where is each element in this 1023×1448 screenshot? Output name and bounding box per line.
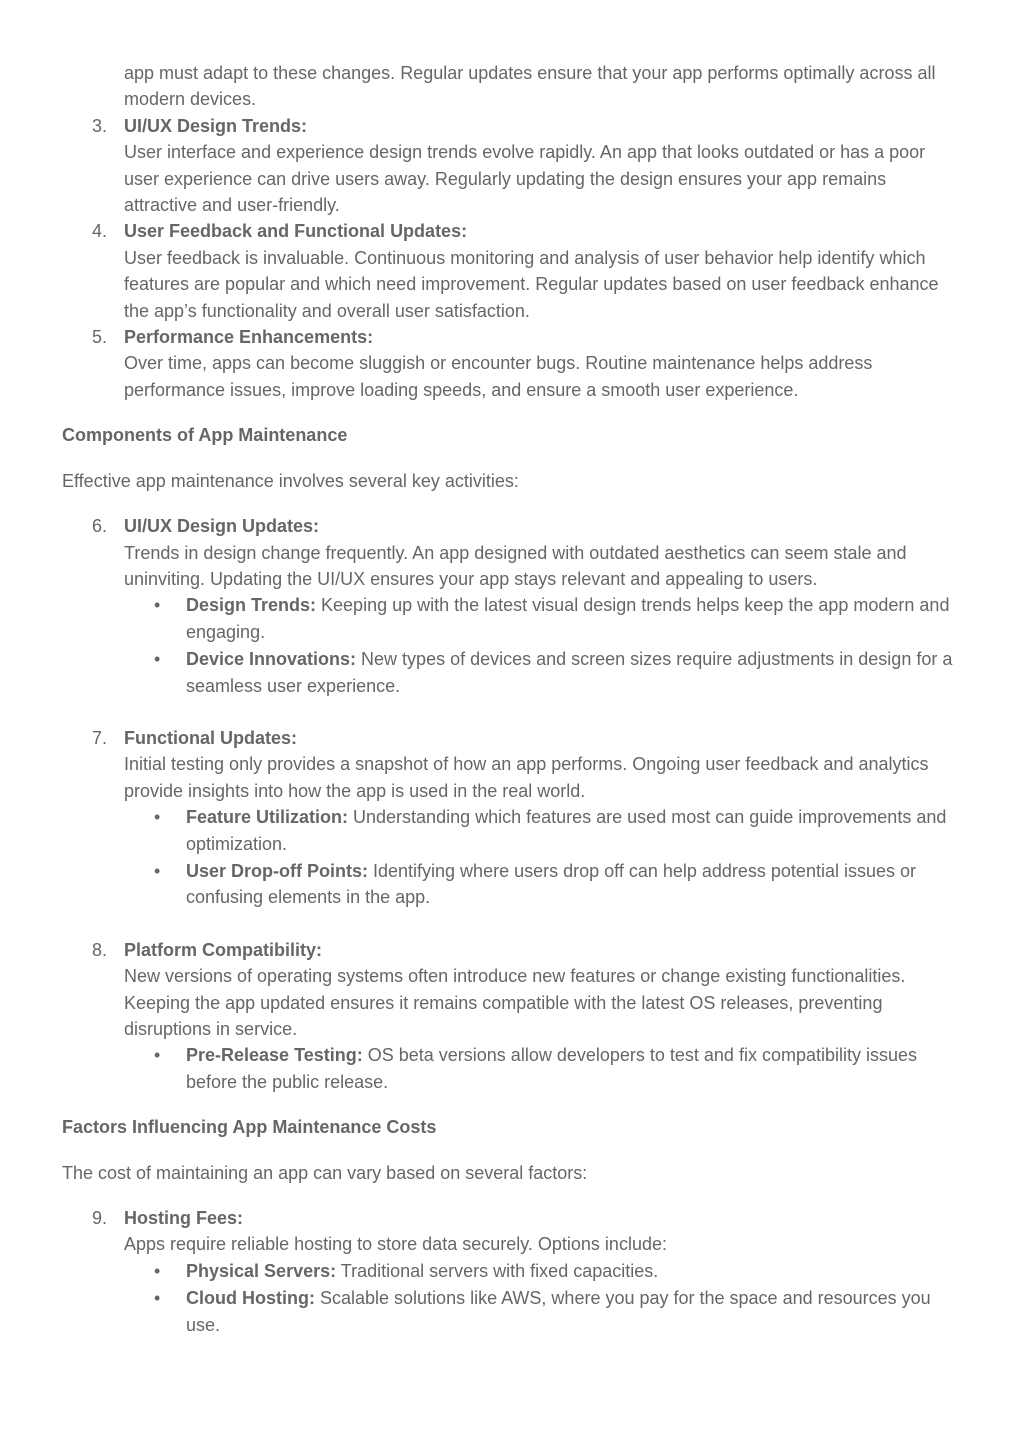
- list-number: 6.: [92, 516, 108, 537]
- list-item-8: [62, 937, 962, 1043]
- list-item-7: [62, 725, 962, 804]
- list-item-text: Over time, apps can become sluggish or encounter bugs. Routine maintenance helps address performance issues, improve loading speeds, and ensure a smooth user experience.: [124, 353, 873, 400]
- list-item-title: User Feedback and Functional Updates:: [124, 221, 468, 242]
- section-heading-components: Components of App Maintenance: [62, 425, 348, 446]
- bullet-text: OS beta versions allow developers to test and fix compatibility issues before the public release.: [186, 1045, 917, 1092]
- list-item-text: Apps require reliable hosting to store data securely. Options include:: [124, 1234, 667, 1255]
- bullet-label: Pre-Release Testing:: [186, 1045, 363, 1066]
- bullet-text: New types of devices and screen sizes require adjustments in design for a seamless user experience.: [186, 649, 953, 696]
- list-item-6: [62, 513, 962, 592]
- list-item-title: Performance Enhancements:: [124, 327, 374, 348]
- bullet-dot: •: [154, 1045, 161, 1066]
- bullet-item: [62, 1042, 962, 1095]
- bullet-item: [62, 592, 962, 645]
- bullet-text: Traditional servers with fixed capacities.: [336, 1260, 659, 1281]
- bullet-item: [62, 858, 962, 911]
- list-item-title: Hosting Fees:: [124, 1208, 244, 1229]
- list-number: 7.: [92, 727, 108, 748]
- bullet-item: [62, 1285, 962, 1338]
- bullet-text: Identifying where users drop off can help address potential issues or confusing elements in the app.: [186, 860, 916, 908]
- bullet-text: Understanding which features are used most can guide improvements and optimization.: [186, 807, 947, 854]
- list-item-title: UI/UX Design Updates:: [124, 516, 320, 537]
- list-item-title: UI/UX Design Trends:: [124, 115, 308, 136]
- bullet-label: Feature Utilization:: [186, 807, 349, 828]
- bullet-label: Cloud Hosting:: [186, 1288, 315, 1309]
- paragraph-text: app must adapt to these changes. Regular updates ensure that your app performs optimally across all modern devices.: [124, 63, 936, 110]
- bullet-dot: •: [154, 1260, 161, 1281]
- list-item-text: User interface and experience design trends evolve rapidly. An app that looks outdated or has a poor user experience can drive users away. Regularly updating the design ensures your app remains attractive and user-friendly.: [124, 142, 926, 216]
- list-item-5: [62, 324, 962, 403]
- bullet-label: Design Trends:: [186, 595, 317, 616]
- bullet-label: Physical Servers:: [186, 1260, 337, 1281]
- list-number: 8.: [92, 939, 108, 960]
- bullet-dot: •: [154, 595, 161, 616]
- costs-intro: The cost of maintaining an app can vary based on several factors:: [62, 1162, 588, 1183]
- document-page: [62, 60, 962, 1338]
- list-number: 9.: [92, 1208, 108, 1229]
- bullet-item: [62, 1258, 962, 1284]
- bullet-dot: •: [154, 860, 161, 881]
- list-item-3: [62, 113, 962, 219]
- bullet-label: User Drop-off Points:: [186, 860, 368, 881]
- components-intro: Effective app maintenance involves several key activities:: [62, 470, 519, 491]
- bullet-item: [62, 804, 962, 857]
- list-item-title: Platform Compatibility:: [124, 939, 323, 960]
- list-number: 4.: [92, 221, 108, 242]
- section-heading-costs: Factors Influencing App Maintenance Costs: [62, 1117, 437, 1138]
- bullet-text: Scalable solutions like AWS, where you pay for the space and resources you use.: [186, 1288, 931, 1335]
- list-item-text: Trends in design change frequently. An app designed with outdated aesthetics can seem stale and uninviting. Updating the UI/UX ensures your app stays relevant and appealing to users.: [124, 542, 907, 589]
- bullet-dot: •: [154, 1288, 161, 1309]
- bullet-text: Keeping up with the latest visual design trends helps keep the app modern and engaging.: [186, 595, 950, 642]
- bullet-dot: •: [154, 807, 161, 828]
- bullet-item: [62, 646, 962, 699]
- list-number: 5.: [92, 327, 108, 348]
- intro-continuation: [62, 60, 962, 113]
- list-item-text: User feedback is invaluable. Continuous monitoring and analysis of user behavior help identify which features are popular and which need improvement. Regular updates based on user feedback enhance the app’s functionality and overall user satisfaction.: [124, 247, 939, 321]
- list-item-text: New versions of operating systems often introduce new features or change existing functionalities. Keeping the app updated ensures it remains compatible with the latest OS releases, preventing disruptions in service.: [124, 966, 906, 1039]
- list-item-title: Functional Updates:: [124, 727, 298, 748]
- bullet-dot: •: [154, 649, 161, 670]
- list-item-text: Initial testing only provides a snapshot of how an app performs. Ongoing user feedback and analytics provide insights into how the app is used in the real world.: [124, 754, 929, 801]
- list-item-9: [62, 1205, 962, 1258]
- bullet-label: Device Innovations:: [186, 649, 357, 670]
- list-number: 3.: [92, 115, 108, 136]
- list-item-4: [62, 218, 962, 324]
